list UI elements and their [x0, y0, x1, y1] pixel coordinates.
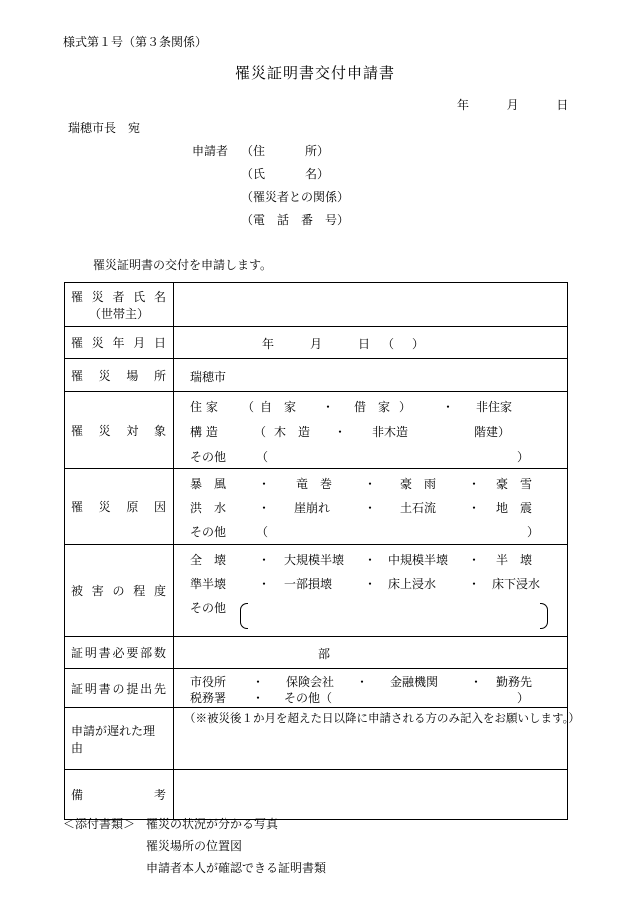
label-text: 証 明 書 必 要 部 数	[71, 646, 166, 660]
row-damage-level	[65, 545, 568, 637]
intro-text: 罹災証明書の交付を申請します。	[93, 258, 273, 272]
label-text: 罹 災 対 象	[71, 423, 166, 438]
label-text: 罹 災 年 月 日	[71, 336, 166, 350]
date-day: 日	[556, 98, 569, 112]
date-month: 月	[506, 98, 519, 112]
label-sub: （世帯主）	[88, 306, 149, 321]
date-year: 年	[457, 98, 470, 112]
copies-field[interactable]: 部	[174, 637, 568, 669]
label-damage-level	[65, 545, 174, 637]
disaster-place-field[interactable]: 瑞穂市	[174, 359, 568, 392]
label-text: 被 害 の 程 度	[71, 584, 166, 598]
label-submit-to	[65, 669, 174, 708]
label-disaster-date	[65, 327, 174, 359]
label-late-reason	[65, 708, 174, 770]
bracket-close-icon	[540, 603, 548, 629]
late-reason-field[interactable]: （※被災後１か月を超えた日以降に申請される方のみ記入をお願いします。）	[174, 708, 568, 770]
row-disaster-target	[65, 392, 568, 469]
applicant-label: 申請者	[192, 144, 229, 158]
disaster-cause-field[interactable]: 暴 風 ・ 竜 巻 ・ 豪 雨 ・ 豪 雪 洪 水 ・ 崖崩れ ・ 土石流 ・ 地 震 その他 （ ）	[174, 469, 568, 545]
applicant-phone[interactable]: （電 話 番 号）	[241, 213, 350, 227]
row-submit-to	[65, 669, 568, 708]
addressee: 瑞穂市長 宛	[68, 121, 141, 135]
form-number: 様式第１号（第３条関係）	[63, 35, 208, 49]
label-text: 罹 災 原 因	[71, 500, 166, 514]
applicant-address[interactable]: （住 所）	[241, 144, 329, 158]
label-disaster-cause	[65, 469, 174, 545]
label-disaster-target	[65, 392, 174, 469]
bracket-open-icon	[240, 603, 248, 629]
application-table	[64, 282, 580, 820]
applicant-name[interactable]: （氏 名）	[241, 167, 329, 181]
row-remarks	[65, 770, 568, 820]
row-copies	[65, 637, 568, 669]
applicant-relation[interactable]: （罹災者との関係）	[241, 190, 350, 204]
remarks-field[interactable]	[174, 770, 568, 820]
disaster-target-field[interactable]: 住 家 （ 自 家 ・ 借 家 ） ・ 非住家 構 造 （ 木 造 ・ 非木造 階建） その他 （ ）	[174, 392, 568, 469]
victim-name-field[interactable]	[174, 283, 568, 327]
attachment-item: 申請者本人が確認できる証明書類	[146, 861, 327, 875]
label-text: 申請が遅れた理由	[71, 723, 156, 755]
label-copies	[65, 637, 174, 669]
label-text: 証 明 書 の 提 出 先	[71, 681, 166, 696]
label-remarks	[65, 770, 174, 820]
submit-to-field[interactable]: 市役所 ・ 保険会社 ・ 金融機関 ・ 勤務先 税務署 ・ その他（ ）	[174, 669, 568, 708]
row-disaster-place	[65, 359, 568, 392]
row-disaster-cause	[65, 469, 568, 545]
attachment-item: 罹災の状況が分かる写真	[146, 817, 279, 831]
document-title: 罹災証明書交付申請書	[234, 64, 395, 82]
damage-level-field[interactable]: 全 壊 ・ 大規模半壊 ・ 中規模半壊 ・ 半 壊 準半壊 ・ 一部損壊 ・ 床上浸水 ・ 床下浸水 その他	[174, 545, 568, 637]
row-disaster-date	[65, 327, 568, 359]
date-line	[457, 96, 568, 113]
label-victim-name	[65, 283, 174, 327]
attachments-label: ＜添付書類＞	[63, 817, 136, 831]
label-disaster-place	[65, 359, 174, 392]
row-late-reason	[65, 708, 568, 770]
row-victim-name	[65, 283, 568, 327]
disaster-date-field[interactable]: 年 月 日 （ ）	[174, 327, 568, 359]
label-text: 罹 災 場 所	[71, 368, 166, 383]
label-text: 備 考	[71, 788, 166, 802]
label-text: 罹 災 者 氏 名	[71, 289, 166, 304]
attachment-item: 罹災場所の位置図	[146, 839, 243, 853]
